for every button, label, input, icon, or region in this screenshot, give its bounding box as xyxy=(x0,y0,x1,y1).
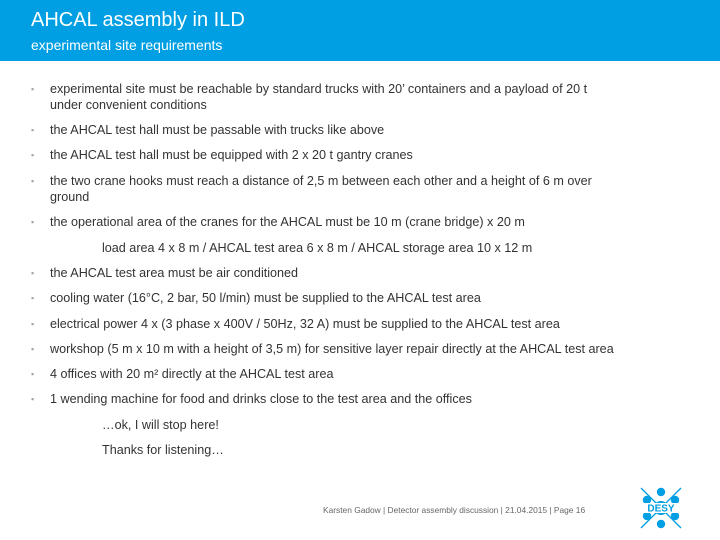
footer-text: Karsten Gadow | Detector assembly discussion | 21.04.2015 | Page 16 xyxy=(323,505,586,515)
list-item xyxy=(50,173,690,205)
desy-logo xyxy=(636,483,686,533)
closing-line: …ok, I will stop here! xyxy=(102,418,219,432)
list-item: the operational area of the cranes for the AHCAL must be 10 m (crane bridge) x 20 m xyxy=(50,215,525,229)
list-item: 1 wending machine for food and drinks close to the test area and the offices xyxy=(50,392,472,406)
header-bar xyxy=(0,0,720,61)
list-item xyxy=(50,81,690,113)
list-item-line: experimental site must be reachable by standard trucks with 20’ containers and a payload of 20 t xyxy=(50,82,588,96)
bullet-icon: ▪ xyxy=(31,293,35,303)
bullet-icon: ▪ xyxy=(31,369,35,379)
bullet-icon: ▪ xyxy=(31,268,35,278)
list-item: electrical power 4 x (3 phase x 400V / 50Hz, 32 A) must be supplied to the AHCAL test area xyxy=(50,317,560,331)
areas-note: load area 4 x 8 m / AHCAL test area 6 x 8 m / AHCAL storage area 10 x 12 m xyxy=(102,241,533,255)
bullet-icon: ▪ xyxy=(31,150,35,160)
bullet-icon: ▪ xyxy=(31,176,35,186)
list-item-line: ground xyxy=(50,190,90,204)
list-item-line: the two crane hooks must reach a distance of 2,5 m between each other and a height of 6 m over xyxy=(50,174,592,188)
list-item: the AHCAL test hall must be equipped with 2 x 20 t gantry cranes xyxy=(50,148,413,162)
page-title: AHCAL assembly in ILD xyxy=(31,9,245,31)
page-subtitle: experimental site requirements xyxy=(31,37,223,53)
list-item: 4 offices with 20 m² directly at the AHCAL test area xyxy=(50,367,334,381)
list-item: workshop (5 m x 10 m with a height of 3,5 m) for sensitive layer repair directly at the AHCAL test area xyxy=(50,342,614,356)
bullet-icon: ▪ xyxy=(31,84,35,94)
bullet-icon: ▪ xyxy=(31,217,35,227)
list-item: cooling water (16°C, 2 bar, 50 l/min) must be supplied to the AHCAL test area xyxy=(50,291,481,305)
desy-logo-text: DESY xyxy=(647,503,675,515)
closing-line: Thanks for listening… xyxy=(102,443,224,457)
list-item-line: under convenient conditions xyxy=(50,98,207,112)
list-item: the AHCAL test area must be air conditioned xyxy=(50,266,299,280)
bullet-icon: ▪ xyxy=(31,394,35,404)
bullet-icon: ▪ xyxy=(31,344,35,354)
list-item: the AHCAL test hall must be passable with trucks like above xyxy=(50,123,385,137)
bullet-icon: ▪ xyxy=(31,319,35,329)
bullet-icon: ▪ xyxy=(31,125,35,135)
